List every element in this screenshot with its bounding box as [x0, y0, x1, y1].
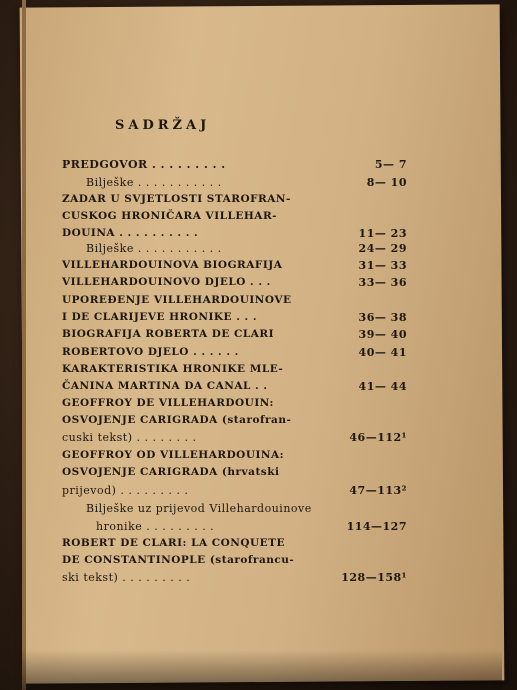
toc-entry-page: 39— 40	[358, 328, 407, 341]
toc-entry-text: PREDGOVOR . . . . . . . . .	[62, 158, 226, 171]
toc-entry-text: KARAKTERISTIKA HRONIKE MLE-	[62, 363, 284, 375]
toc-entry-page: 24— 29	[358, 242, 407, 255]
toc-entry-page: 41— 44	[358, 380, 407, 393]
toc-entry	[62, 363, 407, 380]
toc-entry-page: 36— 38	[358, 311, 407, 324]
toc-entry-text: hronike . . . . . . . . .	[96, 520, 215, 533]
toc-entry	[62, 158, 407, 175]
page-edge	[22, 0, 26, 690]
toc-entry-text: GEOFFROY OD VILLEHARDOUINA:	[62, 449, 285, 461]
toc-entry	[62, 380, 407, 397]
toc-entry-text: DOUINA . . . . . . . . . .	[62, 227, 199, 239]
toc-title: SADRŽAJ	[115, 118, 211, 133]
toc-entry	[62, 259, 407, 276]
toc-entry-text: DE CONSTANTINOPLE (starofrancu-	[62, 554, 295, 566]
toc-entry-page: 5— 7	[374, 158, 407, 171]
toc-entry	[62, 571, 407, 588]
toc-entry-text: Bilješke uz prijevod Villehardouinove	[86, 502, 312, 515]
toc-entry-text: Bilješke . . . . . . . . . . .	[86, 176, 222, 189]
toc-entry-page: 8— 10	[366, 176, 407, 189]
toc-entry-text: Bilješke . . . . . . . . . . .	[86, 242, 222, 255]
toc-entry	[62, 294, 407, 311]
toc-entry	[62, 276, 407, 293]
toc-entry	[62, 484, 407, 501]
toc-entry	[62, 346, 407, 363]
toc-entry-page: 47—113²	[349, 484, 407, 497]
toc-entry-text: UPOREĐENJE VILLEHARDOUINOVE	[62, 294, 292, 306]
toc-entry-text: OSVOJENJE CARIGRADA (starofran-	[62, 414, 292, 426]
toc-entry	[62, 554, 407, 571]
toc-entry-page: 33— 36	[358, 276, 407, 289]
toc-entry	[62, 328, 407, 345]
toc-entry-text: VILLEHARDOUINOVA BIOGRAFIJA	[62, 259, 283, 271]
toc-entry	[62, 210, 407, 227]
toc-entry-page: 114—127	[346, 520, 407, 533]
toc-entry	[62, 431, 407, 448]
toc-entry-page: 128—158¹	[341, 571, 407, 584]
toc-entry-text: cuski tekst) . . . . . . . .	[62, 431, 197, 444]
toc-entry-text: I DE CLARIJEVE HRONIKE . . .	[62, 311, 257, 323]
toc-entry-text: ČANINA MARTINA DA CANAL . .	[62, 380, 268, 392]
toc-entry	[62, 397, 407, 414]
page-shadow	[22, 650, 502, 690]
toc-entry-text: ski tekst) . . . . . . . . .	[62, 571, 191, 584]
toc-entry	[62, 193, 407, 210]
toc-entry-text: ROBERT DE CLARI: LA CONQUETE	[62, 537, 285, 549]
toc-entry-text: CUSKOG HRONIČARA VILLEHAR-	[62, 210, 278, 222]
toc-entry-text: OSVOJENJE CARIGRADA (hrvatski	[62, 466, 280, 478]
toc-entry	[62, 311, 407, 328]
toc-entry	[62, 520, 407, 537]
toc-entry-text: GEOFFROY DE VILLEHARDOUIN:	[62, 397, 274, 409]
toc-entry	[62, 176, 407, 193]
toc-entry-page: 11— 23	[358, 227, 407, 240]
toc-entry	[62, 537, 407, 554]
toc-entry-text: BIOGRAFIJA ROBERTA DE CLARI	[62, 328, 275, 340]
toc-entry-text: prijevod) . . . . . . . . .	[62, 484, 189, 497]
toc-entry-page: 31— 33	[358, 259, 407, 272]
toc-entry-page: 40— 41	[358, 346, 407, 359]
toc-entry	[62, 242, 407, 259]
toc-entry-text: ZADAR U SVJETLOSTI STAROFRAN-	[62, 193, 291, 205]
toc-entry	[62, 449, 407, 466]
toc-entry-page: 46—112¹	[349, 431, 407, 444]
toc-entry-text: ROBERTOVO DJELO . . . . . .	[62, 346, 239, 358]
toc-entry	[62, 502, 407, 519]
toc-entry	[62, 466, 407, 483]
toc-entry	[62, 414, 407, 431]
toc-entry-text: VILLEHARDOUINOVO DJELO . . .	[62, 276, 271, 288]
